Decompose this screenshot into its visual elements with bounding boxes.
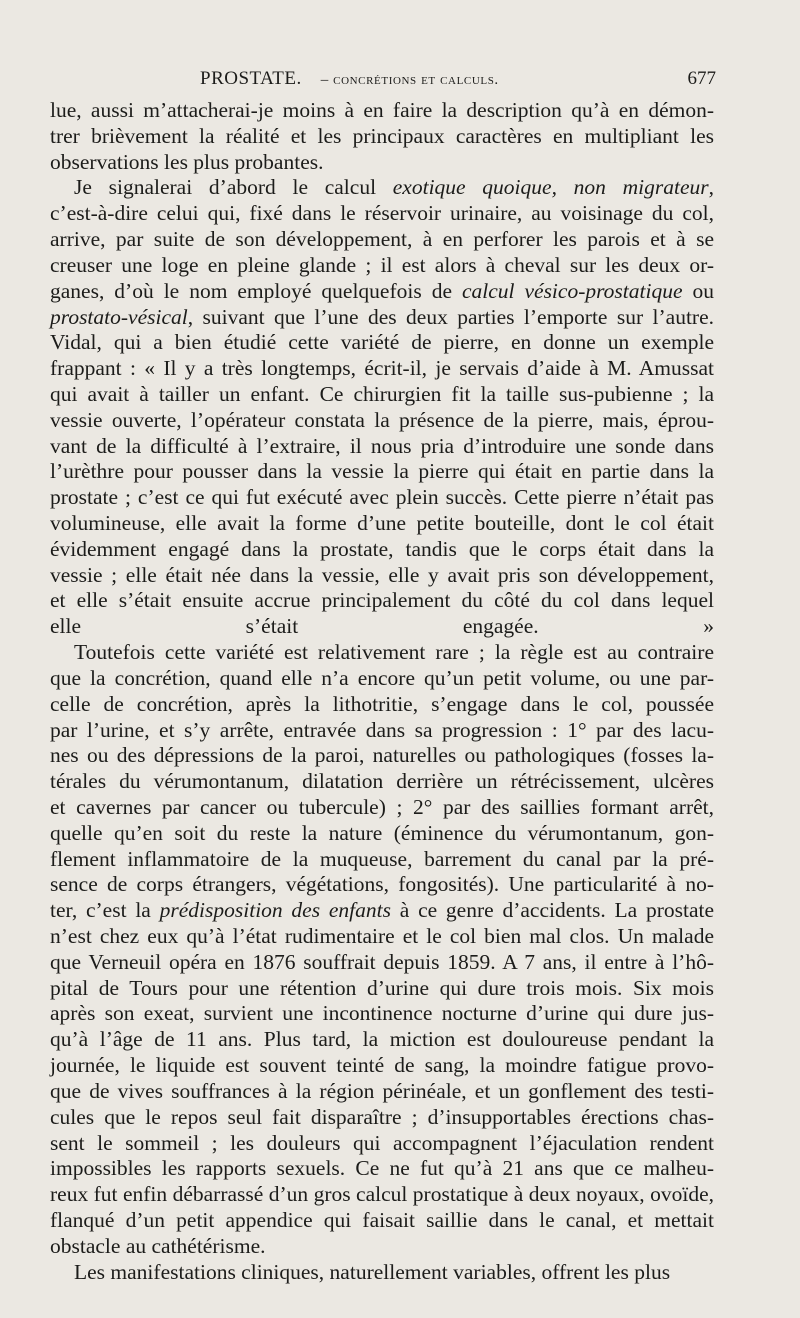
text-line [50,175,714,201]
page-number: 677 [687,68,716,89]
text-line [50,201,714,227]
text-run: sent le sommeil ; les douleurs qui accompagnent l’éjaculation rendent [50,1130,714,1155]
text-run: , [708,175,714,200]
text-line [50,614,714,640]
text-line [50,1182,714,1208]
paragraph [50,175,714,640]
text-run: vessie ouverte, l’opérateur constata la présence de la pierre, mais, éprou- [50,407,714,432]
text-line [50,1260,714,1286]
text-line [50,459,714,485]
running-head-title [200,64,499,95]
text-run: arrive, par suite de son développement, à en perforer les parois et à se [50,227,714,252]
text-line [50,821,714,847]
text-run: que Verneuil opéra en 1876 souffrait depuis 1859. A 7 ans, il entre à l’hô- [50,949,714,974]
text-run: celle de concrétion, après la lithotritie, s’engage dans le col, poussée [50,691,714,716]
text-run: volumineuse, elle avait la forme d’une petite bouteille, dont le col était [50,511,714,535]
text-run: après son exeat, survient une incontinence nocturne d’urine qui dure jus- [50,1001,714,1026]
text-line [50,356,714,382]
paragraph [50,98,714,175]
text-line [50,588,714,614]
text-line [50,1027,714,1053]
text-line [50,666,714,692]
text-line [50,563,714,589]
text-run: que de vives souffrances à la région périnéale, et un gonflement des testi- [50,1078,714,1103]
text-run: qu’à l’âge de 11 ans. Plus tard, la miction est douloureuse pendant la [50,1027,714,1052]
text-line [50,1156,714,1182]
text-run: c’est-à-dire celui qui, fixé dans le réservoir urinaire, au voisinage du col, [50,201,714,226]
text-run: frappant : « Il y a très longtemps, écrit-il, je servais d’aide à M. Amussat [50,356,714,381]
text-line [50,382,714,408]
text-run: pital de Tours pour une rétention d’urine qui dure trois mois. Six mois [50,975,714,1000]
text-run: flanqué d’un petit appendice qui faisait saillie dans le canal, et mettait [50,1207,714,1232]
text-line [50,124,714,150]
text-run: prostate ; c’est ce qui fut exécuté avec plein succès. Cette pierre n’était pas [50,485,714,510]
body-text [50,98,714,1285]
text-line [50,485,714,511]
text-run: et cavernes par cancer ou tubercule) ; 2° par des saillies formant arrêt, [50,794,714,819]
text-run: reux fut enfin débarrassé d’un gros calcul prostatique à deux noyaux, ovoïde, [50,1182,714,1207]
text-line [50,872,714,898]
text-run: et elle s’était ensuite accrue principalement du côté du col dans lequel [50,588,714,613]
text-line [50,640,714,666]
text-line [50,976,714,1002]
text-run: ou [682,278,714,303]
text-line [50,1234,714,1260]
text-run: impossibles les rapports sexuels. Ce ne fut qu’à 21 ans que ce malheu- [50,1156,714,1181]
text-line [50,769,714,795]
text-line [50,1079,714,1105]
text-run: évidemment engagé dans la prostate, tandis que le corps était dans la [50,536,714,561]
text-run: à ce genre d’accidents. La prostate [390,898,714,923]
italic-phrase: exotique quoique, non migrateur [392,175,709,200]
text-line [50,253,714,279]
text-run: observations les plus probantes. [50,149,324,174]
paragraph [50,1260,714,1286]
text-line [50,847,714,873]
text-run: obstacle au cathétérisme. [50,1233,266,1258]
text-line [50,1105,714,1131]
text-line [50,330,714,356]
text-run: qui avait à tailler un enfant. Ce chirurgien fit la taille sus-pubienne ; la [50,381,714,406]
text-line [50,98,714,124]
text-run: Toutefois cette variété est relativement rare ; la règle est au contraire [74,640,714,665]
text-line [50,305,714,331]
text-line [50,434,714,460]
text-run: flement inflammatoire de la muqueuse, barrement du canal par la pré- [50,846,714,871]
text-line [50,898,714,924]
text-run: térales du vérumontanum, dilatation derrière un rétrécissement, ulcères [50,769,714,794]
text-run: , suivant que l’une des deux parties l’emporte sur l’autre. [187,304,714,329]
text-run: nes ou des dépressions de la paroi, naturelles ou pathologiques (fosses la- [50,743,714,768]
text-run: elle s’était engagée. » [50,614,714,639]
text-run: sence de corps étrangers, végétations, fongosités). Une particularité à no- [50,872,714,897]
text-line [50,408,714,434]
text-run: journée, le liquide est souvent teinté de sang, la moindre fatigue provo- [50,1053,714,1078]
text-run: Je signalerai d’abord le calcul [74,175,393,200]
section-title: PROSTATE. [200,68,302,89]
text-line [50,511,714,537]
text-run: ter, c’est la [50,898,160,923]
text-run: vant de la difficulté à l’extraire, il nous pria d’introduire une sonde dans [50,433,714,458]
text-line [50,227,714,253]
text-run: lue, aussi m’attacherai-je moins à en faire la description qu’à en démon- [50,98,714,122]
text-line [50,1208,714,1234]
text-line [50,1053,714,1079]
text-run: que la concrétion, quand elle n’a encore qu’un petit volume, ou une par- [50,665,714,690]
text-line [50,279,714,305]
text-run: vessie ; elle était née dans la vessie, elle y avait pris son développement, [50,562,714,587]
subsection-title: – concrétions et calculs. [320,72,499,88]
text-run: n’est chez eux qu’à l’état rudimentaire et le col bien mal clos. Un malade [50,924,714,948]
text-run: par l’urine, et s’y arrête, entravée dans sa progression : 1° par des lacu- [50,717,714,742]
text-run: cules que le repos seul fait disparaître ; d’insupportables érections chas- [50,1104,714,1129]
text-line [50,537,714,563]
text-run: ganes, d’où le nom employé quelquefois de [50,278,462,303]
paragraph [50,640,714,1260]
text-line [50,1131,714,1157]
text-line [50,692,714,718]
running-head [50,64,714,94]
text-line [50,150,714,176]
italic-phrase: calcul vésico-prostatique [461,278,683,303]
text-run: creuser une loge en pleine glande ; il est alors à cheval sur les deux or- [50,252,714,277]
text-run: l’urèthre pour pousser dans la vessie la pierre qui était en partie dans la [50,459,714,484]
text-run: Les manifestations cliniques, naturellement variables, offrent les plus [74,1259,671,1284]
italic-phrase: prédisposition des enfants [159,898,391,923]
text-line [50,718,714,744]
text-run: Vidal, qui a bien étudié cette variété de pierre, en donne un exemple [50,330,714,355]
text-line [50,950,714,976]
text-run: trer brièvement la réalité et les principaux caractères en multipliant les [50,123,714,148]
text-line [50,743,714,769]
italic-phrase: prostato-vésical [50,304,188,329]
text-line [50,795,714,821]
text-line [50,924,714,950]
text-line [50,1001,714,1027]
text-run: quelle qu’en soit du reste la nature (éminence du vérumontanum, gon- [50,820,714,845]
